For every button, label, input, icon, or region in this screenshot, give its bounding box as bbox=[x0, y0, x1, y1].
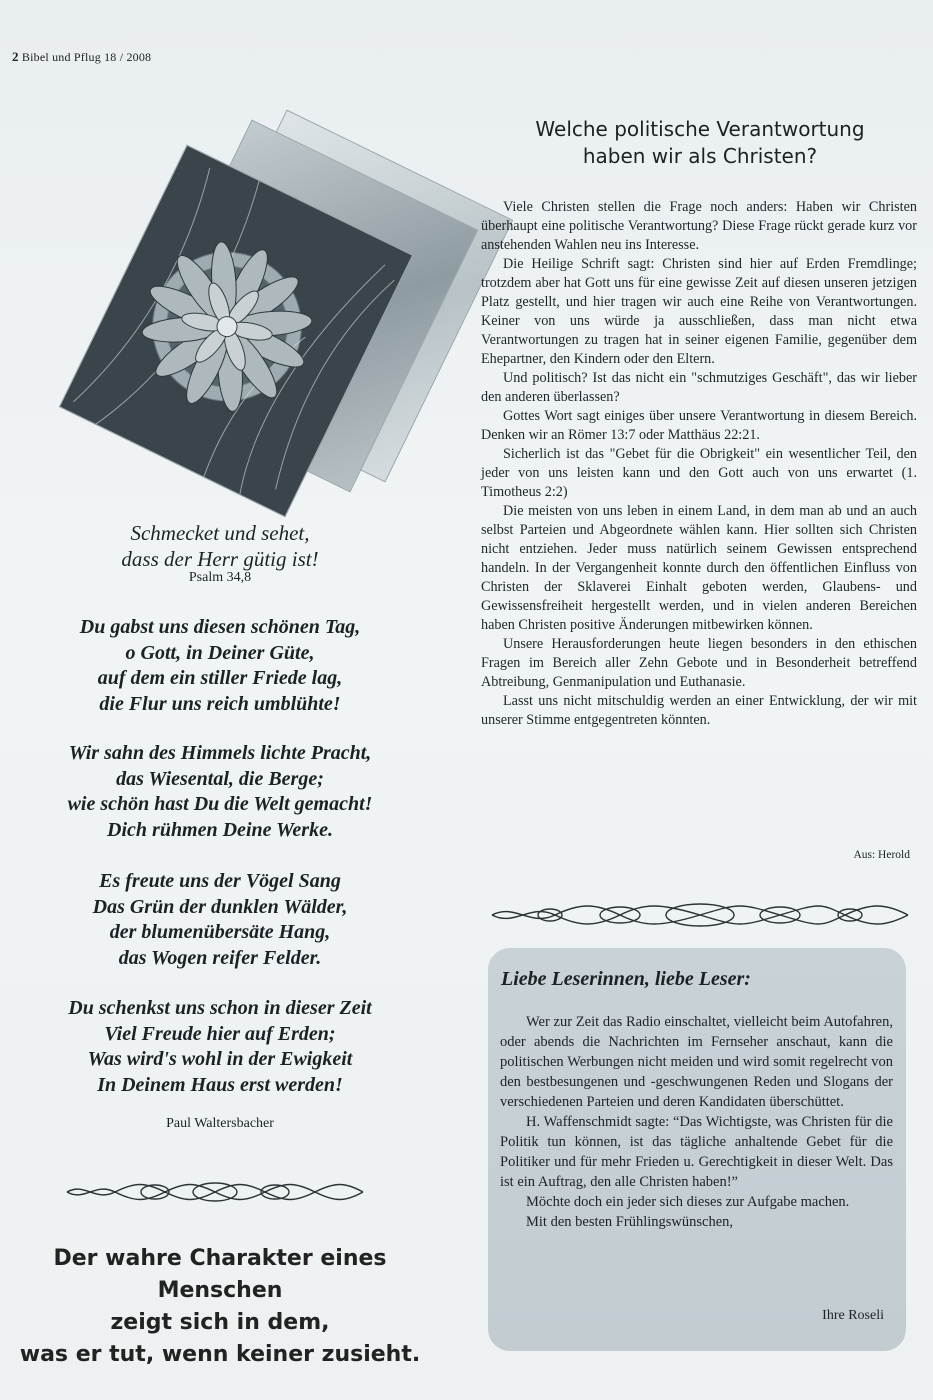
letter-title: Liebe Leserinnen, liebe Leser: bbox=[501, 968, 751, 990]
article-paragraph: Lasst uns nicht mitschuldig werden an einer Entwicklung, der wir mit unserer Stimme entgegentreten könnten. bbox=[481, 693, 917, 728]
reader-letter-box bbox=[488, 948, 906, 1351]
article-paragraph: Und politisch? Ist das nicht ein "schmutziges Geschäft", das wir lieber den anderen überlassen? bbox=[481, 370, 917, 405]
poem-line: das Wiesental, die Berge; bbox=[116, 767, 324, 790]
flower-photo-stack bbox=[50, 100, 470, 500]
letter-paragraph: Mit den besten Frühlingswünschen, bbox=[526, 1214, 734, 1230]
ornament-divider-right bbox=[490, 901, 910, 929]
bible-quote bbox=[20, 520, 420, 572]
poem-stanza-3 bbox=[20, 869, 420, 971]
poem-stanza-1 bbox=[20, 615, 420, 717]
poem-line: Wir sahn des Himmels lichte Pracht, bbox=[68, 742, 372, 764]
poem-line: Es freute uns der Vögel Sang bbox=[99, 870, 341, 892]
poem-line: auf dem ein stiller Friede lag, bbox=[97, 667, 343, 689]
letter-body bbox=[500, 1012, 893, 1232]
poem-line: o Gott, in Deiner Güte, bbox=[125, 641, 315, 664]
letter-paragraph: H. Waffenschmidt sagte: “Das Wichtigste, was Christen für die Politik tun können, ist das tägliche anhaltende Gebet für die Politiker und für mehr Frieden u. Gerechtigkeit in dieser Welt. Das ist ein Auftrag, den alle Christen haben!” bbox=[500, 1114, 893, 1190]
article-title-line-2: haben wir als Christen? bbox=[582, 144, 818, 168]
article-title bbox=[480, 116, 920, 170]
article-paragraph: Die Heilige Schrift sagt: Christen sind hier auf Erden Fremdlinge; trotzdem aber hat Gott uns für eine gewisse Zeit auf diesen unseren jetzigen Platz gestellt, und hier tragen wir auch eine Reihe von Verantwortungen. Keiner von uns würde ja ausschließen, dass man nicht etwa Verantwortungen zu tragen hat in seiner eigenen Familie, gegenüber dem Ehepartner, den Kindern oder den Eltern. bbox=[481, 256, 917, 367]
letter-paragraph: Wer zur Zeit das Radio einschaltet, vielleicht beim Autofahren, oder abends die Nachrichten im Fernseher anschaut, kann die politischen Werbungen nicht meiden und wird somit regelrecht von den bestbesungenen und -geschwungenen Reden und Slogans der verschiedenen Parteien und deren Kandidaten überschüttet. bbox=[500, 1014, 893, 1110]
article-paragraph: Sicherlich ist das "Gebet für die Obrigkeit" ein wesentlicher Teil, den jeder von uns leisten kann und den Gott auch von uns erwartet (1. Timotheus 2:2) bbox=[481, 446, 917, 500]
maxim-line: Der wahre Charakter eines Menschen bbox=[53, 1246, 387, 1303]
article-paragraph: Unsere Herausforderungen heute liegen besonders in den ethischen Fragen im Bereich aller Zehn Gebote und in Besonderheit betreffend Abtreibung, Genmanipulation und Euthanasie. bbox=[481, 636, 917, 690]
article-paragraph: Gottes Wort sagt einiges über unsere Verantwortung in diesem Bereich. Denken wir an Römer 13:7 oder Matthäus 22:21. bbox=[481, 408, 917, 443]
poem-stanza-4 bbox=[20, 996, 420, 1098]
page-number: 2 bbox=[12, 49, 19, 64]
quote-line-2: dass der Herr gütig ist! bbox=[121, 547, 319, 571]
poem-line: Dich rühmen Deine Werke. bbox=[107, 818, 333, 841]
poem-line: Viel Freude hier auf Erden; bbox=[104, 1022, 336, 1045]
article-title-line-1: Welche politische Verantwortung bbox=[535, 117, 865, 141]
letter-signature: Ihre Roseli bbox=[822, 1308, 884, 1323]
poem-line: Was wird's wohl in der Ewigkeit bbox=[87, 1048, 353, 1070]
page-header bbox=[12, 49, 151, 65]
letter-paragraph: Möchte doch ein jeder sich dieses zur Aufgabe machen. bbox=[526, 1194, 850, 1210]
article-body bbox=[481, 198, 917, 730]
poem-line: In Deinem Haus erst werden! bbox=[97, 1073, 343, 1096]
article-paragraph: Die meisten von uns leben in einem Land, in dem man ab und an auch selbst Parteien und Abgeordnete wählen kann. Hier sollten sich Christen nicht entziehen. Jeder muss natürlich seinem Gewissen entsprechend handeln. In der Vergangenheit konnte durch den öffentlichen Einfluss von Christen der Sklaverei Einhalt geboten werden, Glaubens- und Gewissensfreiheit hergestellt werden, und in vielen anderen Bereichen haben Christen positive Änderungen mitbewirken können. bbox=[481, 503, 917, 633]
poem-line: der blumenübersäte Hang, bbox=[109, 921, 331, 943]
character-maxim bbox=[10, 1243, 430, 1371]
poem-line: Du gabst uns diesen schönen Tag, bbox=[79, 616, 361, 638]
poem-stanza-2 bbox=[20, 741, 420, 843]
article-source: Aus: Herold bbox=[853, 849, 910, 861]
poem-line: Das Grün der dunklen Wälder, bbox=[92, 895, 348, 918]
poem-line: wie schön hast Du die Welt gemacht! bbox=[67, 793, 373, 815]
quote-line-1: Schmecket und sehet, bbox=[130, 521, 310, 545]
maxim-line: was er tut, wenn keiner zusieht. bbox=[19, 1342, 421, 1367]
poem-line: die Flur uns reich umblühte! bbox=[99, 692, 341, 715]
maxim-line: zeigt sich in dem, bbox=[110, 1310, 330, 1335]
article-paragraph: Viele Christen stellen die Frage noch anders: Haben wir Christen überhaupt eine politische Verantwortung? Diese Frage rückt gerade kurz vor anstehenden Wahlen neu ins Interesse. bbox=[481, 199, 917, 253]
ornament-divider-left bbox=[65, 1180, 365, 1204]
quote-reference: Psalm 34,8 bbox=[188, 570, 252, 585]
poem-author: Paul Waltersbacher bbox=[166, 1116, 274, 1131]
publication-name: Bibel und Pflug 18 / 2008 bbox=[21, 50, 152, 64]
poem-line: das Wogen reifer Felder. bbox=[118, 946, 322, 969]
poem-line: Du schenkst uns schon in dieser Zeit bbox=[68, 997, 372, 1019]
